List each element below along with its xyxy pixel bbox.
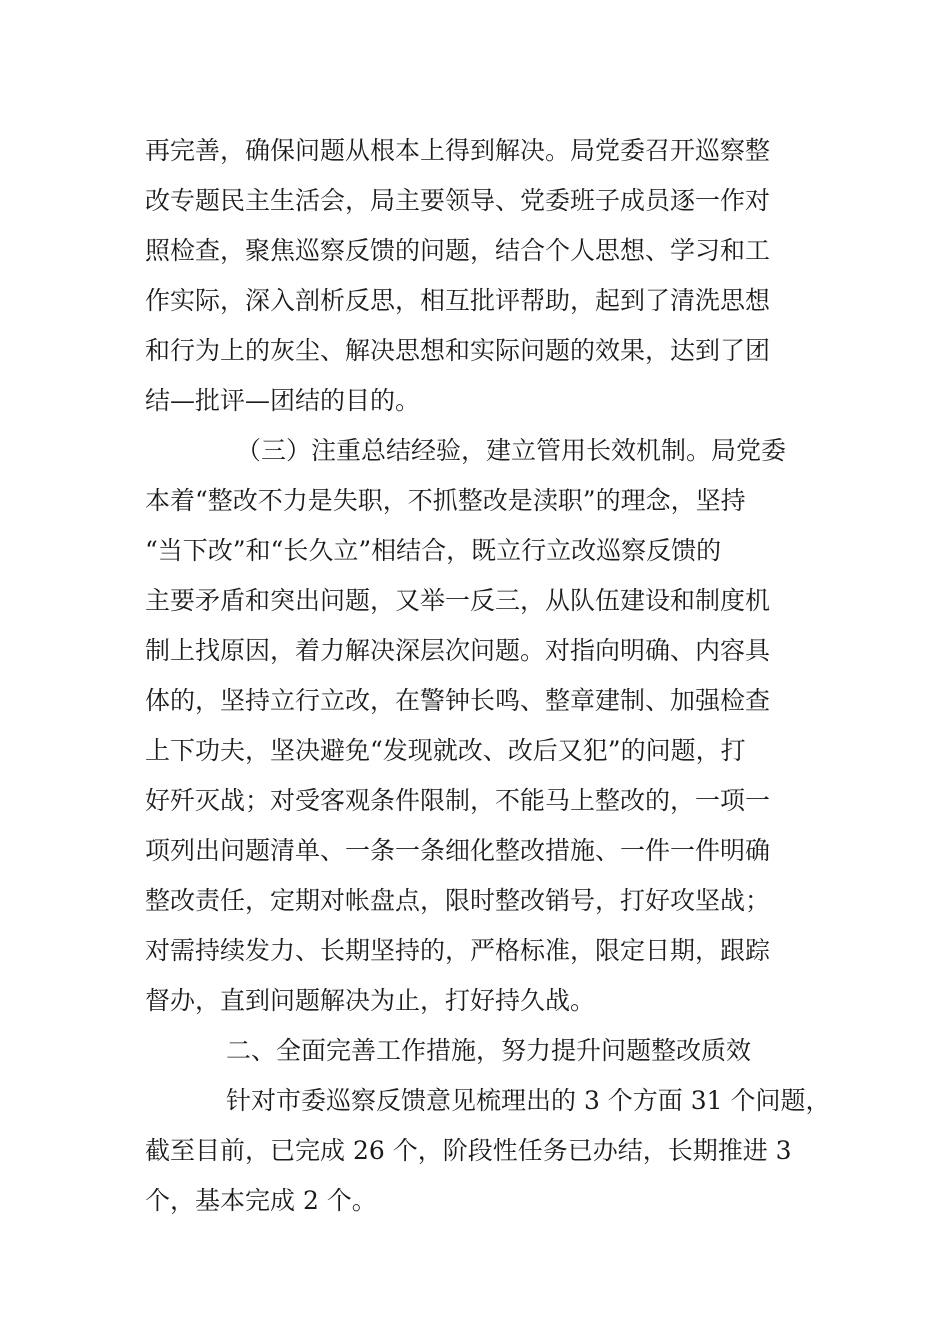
paragraph-line: 项列出问题清单、一条一条细化整改措施、一件一件明确 bbox=[145, 836, 771, 865]
paragraph-line: 本着“整改不力是失职，不抓整改是渎职”的理念，坚持 bbox=[145, 486, 746, 515]
paragraph-line: 对需持续发力、长期坚持的，严格标准，限定日期，跟踪 bbox=[145, 936, 771, 965]
paragraph-line: 和行为上的灰尘、解决思想和实际问题的效果，达到了团 bbox=[145, 336, 771, 365]
paragraph-line: “当下改”和“长久立”相结合，既立行立改巡察反馈的 bbox=[145, 536, 722, 565]
paragraph-line: 照检查，聚焦巡察反馈的问题，结合个人思想、学习和工 bbox=[145, 236, 771, 265]
section-heading-line: （三）注重总结经验，建立管用长效机制。局党委 bbox=[236, 436, 787, 465]
paragraph-line: 个，基本完成 2 个。 bbox=[145, 1186, 377, 1215]
paragraph-line: 督办，直到问题解决为止，打好持久战。 bbox=[145, 986, 596, 1015]
paragraph-line: 主要矛盾和突出问题，又举一反三，从队伍建设和制度机 bbox=[145, 586, 771, 615]
paragraph-line: 再完善，确保问题从根本上得到解决。局党委召开巡察整 bbox=[145, 136, 771, 165]
section-heading: 二、全面完善工作措施，努力提升问题整改质效 bbox=[226, 1036, 752, 1065]
paragraph-line: 上下功夫，坚决避免“发现就改、改后又犯”的问题，打 bbox=[145, 736, 746, 765]
paragraph-line: 制上找原因，着力解决深层次问题。对指向明确、内容具 bbox=[145, 636, 771, 665]
paragraph-line: 好歼灭战；对受客观条件限制，不能马上整改的，一项一 bbox=[145, 786, 771, 815]
paragraph-line: 结—批评—团结的目的。 bbox=[145, 386, 421, 415]
paragraph-line: 改专题民主生活会，局主要领导、党委班子成员逐一作对 bbox=[145, 186, 771, 215]
paragraph-line: 体的，坚持立行立改，在警钟长鸣、整章建制、加强检查 bbox=[145, 686, 771, 715]
paragraph-line: 截至目前，已完成 26 个，阶段性任务已办结，长期推进 3 bbox=[145, 1136, 792, 1165]
paragraph-line: 整改责任，定期对帐盘点，限时整改销号，打好攻坚战； bbox=[145, 886, 771, 915]
paragraph-line: 作实际，深入剖析反思，相互批评帮助，起到了清洗思想 bbox=[145, 286, 771, 315]
paragraph-line: 针对市委巡察反馈意见梳理出的 3 个方面 31 个问题， bbox=[226, 1086, 831, 1115]
